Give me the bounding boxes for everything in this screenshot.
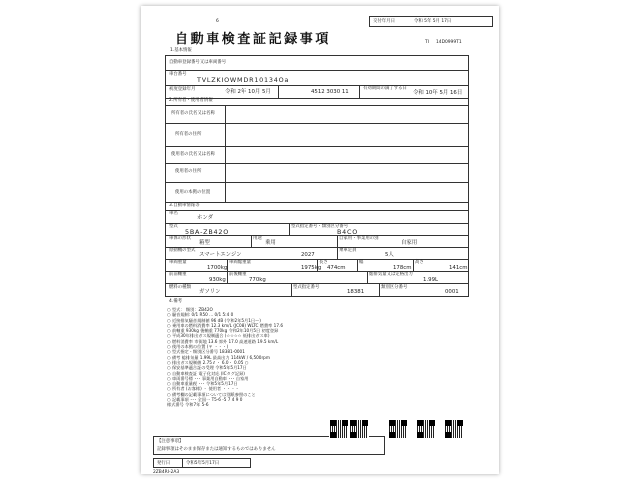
fuel-value: ガソリン: [199, 289, 221, 295]
notes-line: ○ 騒音規制: 0/1 R50 ... 0/1 5:4 0: [167, 312, 234, 318]
model-label: 型式: [169, 224, 178, 229]
category-label: 類別区分番号: [381, 285, 408, 290]
issue-date-box: [369, 16, 493, 27]
rear-axle-label: 前後軸重: [229, 272, 247, 277]
user-name-label: 使用者の氏名又は名称: [171, 152, 215, 157]
issue-date-value: 令和 5年 5月 17日: [414, 19, 452, 24]
base-location-label: 使用の本拠の位置: [175, 190, 211, 195]
weight-value: 1700kg: [207, 265, 228, 271]
rear-axle-value: 770kg: [249, 277, 266, 283]
notes-line: 様式番号 令和7年 5-6: [167, 402, 209, 408]
section-owner-heading: 2.所有者・使用者情報: [169, 98, 213, 103]
displacement-label: 総排気量又は定格出力: [369, 272, 413, 277]
use-label: 用途: [253, 236, 262, 241]
page-title: 自動車検査証記録事項: [175, 32, 332, 47]
notes-line: ○ 自動車検査証 電子化対応 (ICタグ記録): [167, 370, 245, 376]
footer-note-label: 【注意事項】: [157, 439, 184, 444]
notes-line: ○ 備考 総排気量 1.99L 最高出力 114kW / 6,500rpm: [167, 354, 270, 360]
expiry-label: 有効期間の満了する日: [363, 86, 407, 91]
notes-line: ○ 保安基準適合証の受理 令和5年5月17日: [167, 365, 247, 371]
width-label: 幅: [359, 260, 364, 265]
user-address-label: 使用者の住所: [175, 169, 202, 174]
engine-number: 2027: [301, 252, 315, 258]
owner-address-label: 所有者の住所: [175, 132, 202, 137]
qr-code-3: [389, 420, 407, 438]
capacity-value: 5人: [385, 252, 394, 258]
gross-weight-value: 1975kg: [301, 265, 322, 271]
width-value: 178cm: [393, 265, 412, 271]
capacity-label: 乗車定員: [339, 248, 357, 253]
type-number-value: B4CO: [337, 228, 359, 236]
section-vehicle-heading: 3.自動車情報等: [169, 203, 200, 208]
expiry-value: 令和 10年 5月 16日: [413, 90, 463, 96]
notes-list: [167, 307, 367, 408]
qr-code-1: [330, 420, 348, 438]
body-value: 自家用: [401, 240, 418, 246]
notes-line: ○ 型式指定・類別区分番号 18381-0001: [167, 349, 245, 355]
length-value: 474cm: [327, 265, 346, 271]
first-reg-value: 令和 2年 10月 5月: [225, 89, 271, 95]
body-label: 自家用・事業用の別: [339, 236, 379, 241]
serial-number: 14D0999T1: [436, 40, 462, 45]
issue-value: 令和5年5月17日: [186, 461, 220, 466]
notes-line: ○ 使用の本拠の位置 (〒 ・・・): [167, 344, 229, 350]
basic-number-1: 4512 3030 11: [311, 89, 349, 95]
fuel-label: 燃料の種類: [169, 285, 191, 290]
type-designation-value: 18381: [347, 289, 365, 295]
notes-line: ○ 乗用車の燃料消費率 12.3 km/L (JC08) WLTC 燃費率 17.6: [167, 322, 284, 328]
displacement-value: 1.99L: [423, 277, 439, 283]
serial-label: TI: [425, 40, 429, 45]
issue-box: [153, 458, 251, 468]
category-value: 0001: [445, 289, 459, 295]
chassis-label: 車台番号: [169, 72, 187, 77]
form-code: 2ZB4RI-2A3: [153, 470, 180, 475]
shape-label: 車体の形状: [169, 236, 191, 241]
qr-code-4: [417, 420, 435, 438]
section-basic-heading: 1.基本情報: [170, 48, 192, 53]
use-value: 乗用: [265, 240, 276, 246]
shape-value: 箱型: [199, 240, 210, 246]
maker-value: ホンダ: [197, 215, 213, 221]
engine-type-value: スマートエンジン: [199, 252, 242, 258]
gross-weight-label: 車両総重量: [229, 260, 251, 265]
notes-line: ○ 近接排気騒音規制値 96 dB (令和2年5月1日〜): [167, 317, 261, 323]
notes-line: ○ 排出ガス規制値 2.75 ℓ ・ 6.0・ 0.05 ○: [167, 359, 249, 365]
owner-name-label: 所有者の氏名又は名称: [171, 111, 215, 116]
notes-line: ○ 記載事項 ･･･ 全国一 T5-6 -5 7 4 9 0: [167, 397, 243, 403]
weight-label: 車両重量: [169, 260, 187, 265]
notes-line: ○ 車両番号標 ･･･ 事業用自動車 ･･･ 自家用: [167, 375, 249, 381]
notes-line: ○ 型式： 類別：ZB42O: [167, 307, 213, 312]
inspection-certificate-sheet: [141, 6, 499, 474]
reg-number-label: 自動車登録番号又は車両番号: [169, 60, 227, 65]
issue-label: 発行日: [157, 461, 171, 466]
notes-line: ○ 燃料消費率 市街地 13.6 郊外 17.0 高速道路 19.5 km/L: [167, 338, 279, 344]
front-axle-label: 前前軸重: [169, 272, 187, 277]
first-reg-label: 初度登録年月: [169, 87, 196, 92]
qr-code-2: [350, 420, 368, 438]
height-label: 高さ: [415, 260, 424, 265]
front-axle-value: 930kg: [209, 277, 226, 283]
section-notes-heading: 4.備考: [169, 299, 182, 304]
notes-line: ○ 自動車重量税 ･･･ 令和5年5月17日: [167, 381, 238, 387]
qr-code-5: [445, 420, 463, 438]
type-designation-label: 型式指定番号: [293, 285, 320, 290]
notes-line: ○ 備考欄の記載事項については別紙参照のこと: [167, 391, 256, 397]
chassis-number: TVLZKIOWMDR10134Oa: [197, 76, 290, 84]
height-value: 141cm: [449, 265, 468, 271]
notes-line: ○ 所有者 (お客様) ・ 使用者 ・・・・: [167, 386, 240, 392]
length-label: 長さ: [319, 260, 328, 265]
type-number-label: 型式指定番号・類別区分番号: [291, 224, 349, 229]
engine-type-label: 原動機の型式: [169, 248, 196, 253]
notes-line: ○ 平成30年排出ガス規制適合 (☆☆☆☆ 低排出ガス車): [167, 333, 270, 339]
footer-note-text: 記録事項はそのまま保存または通知するものではありません: [157, 447, 276, 452]
notes-line: ○ 前軸重 930kg 後軸重 770kg 令和2年10月5日 初度登録: [167, 328, 279, 334]
header-mark: 6: [216, 19, 219, 24]
maker-label: 車名: [169, 211, 178, 216]
footer-note-box: [153, 436, 385, 455]
model-value: 5BA-ZB42O: [185, 228, 230, 236]
issue-date-label: 交付年月日: [373, 19, 395, 24]
